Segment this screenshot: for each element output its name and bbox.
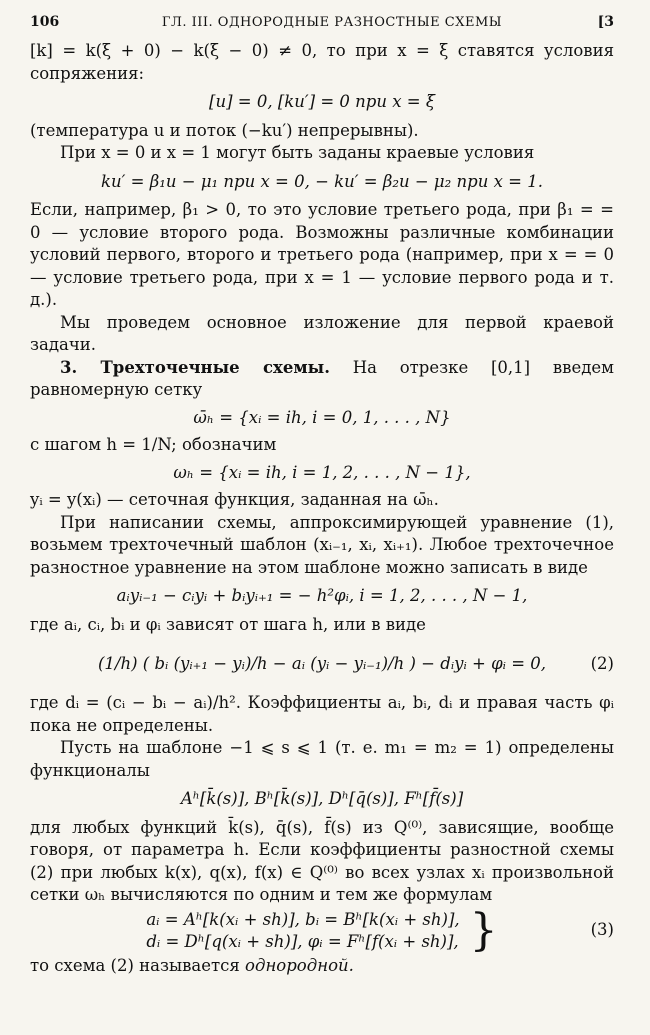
section-heading: 3. Трехточечные схемы.	[60, 357, 330, 377]
text-line	[30, 955, 614, 978]
formula-functionals: Aʰ[k̄(s)], Bʰ[k̄(s)], Dʰ[q̄(s)], Fʰ[f̄(s)]	[180, 789, 464, 808]
paragraph: Если, например, β₁ > 0, то это условие третьего рода, при β₁ = = 0 — условие второго рода. Возможны различные комбинации условий первого, второго и третьего рода (например, при x = = 0 — условие третьего рода, при x = 1 — условие первого рода и т. д.).	[30, 200, 614, 309]
paragraph: Мы проведем основное изложение для первой краевой задачи.	[30, 312, 614, 354]
equation-number: (2)	[590, 653, 614, 673]
text-line: (температура u и поток (−ku′) непрерывны).	[30, 120, 419, 140]
text-line: yᵢ = y(xᵢ) — сеточная функция, заданная на ω̄ₕ.	[30, 490, 439, 509]
paragraph: где dᵢ = (cᵢ − bᵢ − aᵢ)/h². Коэффициенты aᵢ, bᵢ, dᵢ и правая часть φᵢ пока не определены.	[30, 693, 614, 735]
formula-boundary-conditions: ku′ = β₁u − μ₁ при x = 0, − ku′ = β₂u − μ₂ при x = 1.	[101, 171, 543, 191]
section-text: На отрезке [0,1] введем равномерную сетку	[30, 357, 614, 399]
equation-number: (3)	[590, 920, 614, 940]
emphasis-term: однородной.	[245, 955, 354, 975]
paragraph: При написании схемы, аппроксимирующей уравнение (1), возьмем трехточечный шаблон (xᵢ₋₁, xᵢ, xᵢ₊₁). Любое трехточечное разностное уравнение на этом шаблоне можно записать в виде	[30, 512, 614, 577]
page-header	[30, 14, 614, 40]
formula-scheme-2-body: (1/h) ( bᵢ (yᵢ₊₁ − yᵢ)/h − aᵢ (yᵢ − yᵢ₋₁)/h ) − dᵢyᵢ + φᵢ = 0,	[97, 653, 547, 673]
formula-line: dᵢ = Dʰ[q(xᵢ + sh)], φᵢ = Fʰ[f(xᵢ + sh)],	[146, 931, 459, 951]
formula-grid-open: ωₕ = {xᵢ = ih, i = 1, 2, . . . , N − 1},	[173, 462, 471, 482]
formula-system-3	[30, 904, 614, 956]
paragraph: для любых функций k̄(s), q̄(s), f̄(s) из Q⁽⁰⁾, зависящие, вообще говоря, от параметра h. Если коэффициенты разностной схемы (2) при любых k(x), q(x), f(x) ∈ Q⁽⁰⁾ во всех узлах xᵢ произвольной сетки ωₕ вычисляются по одним и тем же формулам	[30, 817, 614, 904]
text-line: где aᵢ, cᵢ, bᵢ и φᵢ зависят от шага h, или в виде	[30, 614, 426, 634]
corner-mark: [3	[597, 14, 614, 30]
formula-conjugation: [u] = 0, [ku′] = 0 при x = ξ	[209, 92, 435, 111]
text-line: При x = 0 и x = 1 могут быть заданы краевые условия	[60, 143, 535, 162]
running-title: ГЛ. III. ОДНОРОДНЫЕ РАЗНОСТНЫЕ СХЕМЫ	[161, 15, 503, 30]
text-line: с шагом h = 1/N; обозначим	[30, 435, 277, 454]
text-line: [k] = k(ξ + 0) − k(ξ − 0) ≠ 0, то при x = ξ ставятся условия сопряжения:	[30, 41, 614, 83]
closing-text: то схема (2) называется	[30, 955, 240, 975]
paragraph: Пусть на шаблоне −1 ⩽ s ⩽ 1 (т. е. m₁ = m₂ = 1) определены функционалы	[30, 738, 614, 780]
formula-scheme-2	[30, 636, 614, 692]
section-paragraph	[30, 357, 614, 402]
formula-system-lines	[146, 909, 459, 953]
formula-line: aᵢ = Aʰ[k(xᵢ + sh)], bᵢ = Bʰ[k(xᵢ + sh)],	[146, 909, 460, 929]
formula-three-point: aᵢyᵢ₋₁ − cᵢyᵢ + bᵢyᵢ₊₁ = − h²φᵢ, i = 1, 2, . . . , N − 1,	[116, 586, 528, 605]
formula-grid-closed: ω̄ₕ = {xᵢ = ih, i = 0, 1, . . . , N}	[193, 407, 451, 427]
page-number: 106	[30, 14, 60, 30]
right-brace: }	[469, 904, 498, 956]
